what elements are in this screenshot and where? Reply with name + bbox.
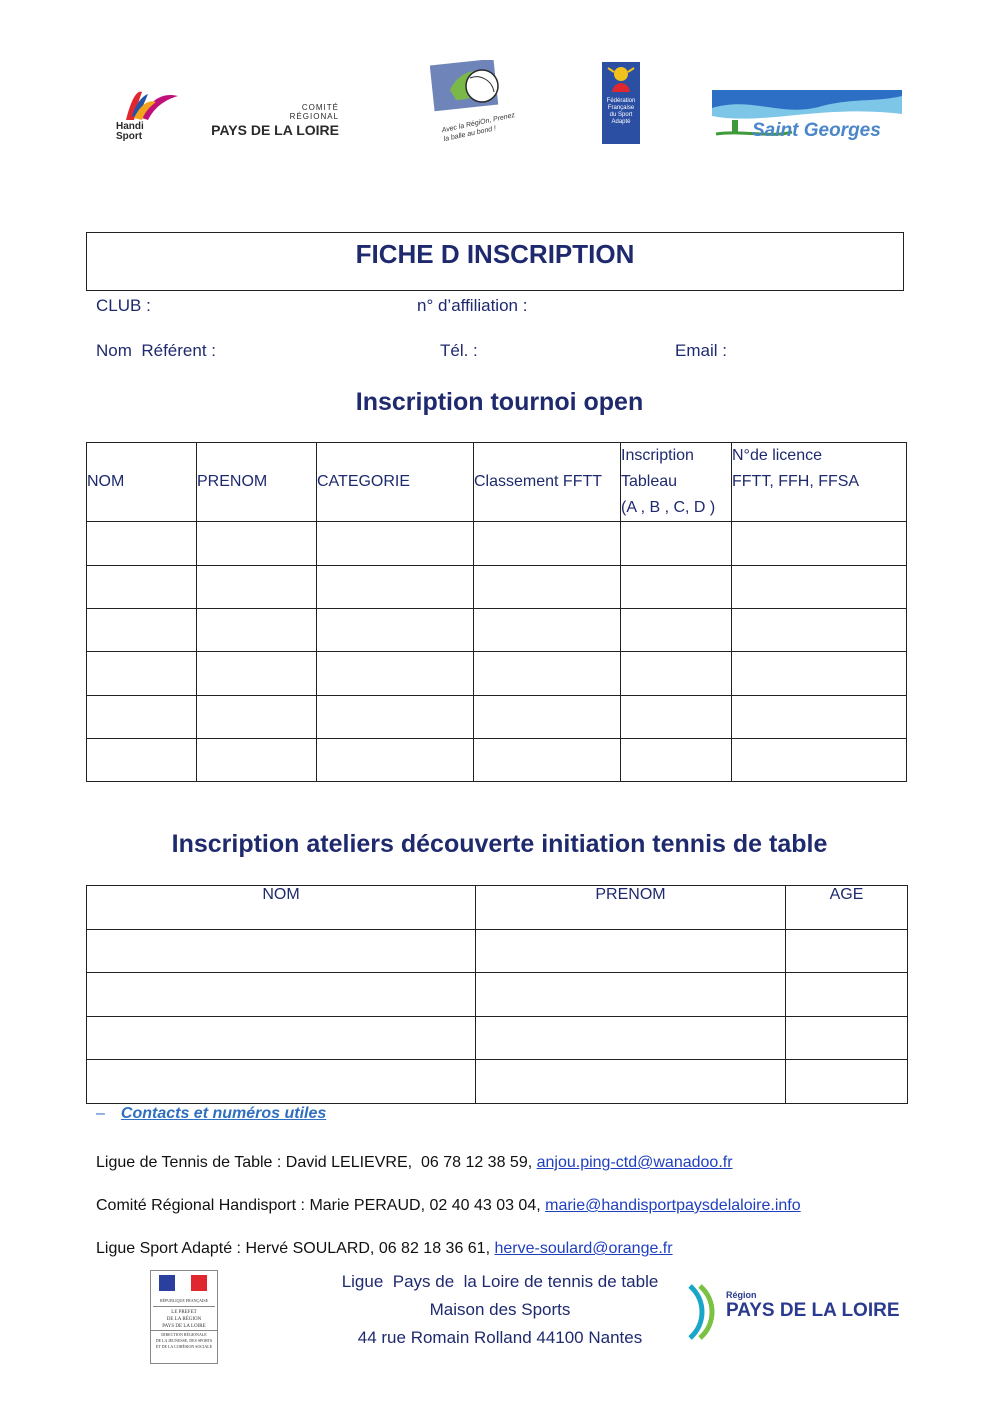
nom-cell[interactable]: [87, 652, 197, 696]
prefet-logo: [150, 1270, 218, 1364]
licence-cell[interactable]: [732, 609, 907, 652]
comite-line1: COMITÉ: [301, 103, 339, 112]
licence-line2: FFTT, FFH, FFSA: [732, 473, 860, 490]
prenom-cell[interactable]: [476, 973, 786, 1017]
tableau-cell[interactable]: [621, 696, 732, 739]
tableau-line3: (A , B , C, D ): [621, 499, 716, 516]
contact-line-sport-adapte: [96, 1240, 673, 1258]
footer-address: 44 rue Romain Rolland 44100 Nantes: [357, 1328, 643, 1347]
handisport-name: Handi Sport: [116, 121, 144, 142]
email-label: Email :: [675, 341, 727, 360]
prenom-cell[interactable]: [197, 696, 317, 739]
categorie-cell[interactable]: [317, 652, 474, 696]
prefet-line4: PAYS DE LA LOIRE: [162, 1324, 206, 1329]
contacts-title: Contacts et numéros utiles: [120, 1105, 327, 1122]
nom-cell[interactable]: [87, 930, 476, 973]
open-table: [86, 442, 907, 782]
table-row: [87, 566, 907, 609]
prenom-cell[interactable]: [197, 566, 317, 609]
ateliers-header-row: [87, 886, 908, 930]
classement-cell[interactable]: [474, 652, 621, 696]
open-header-nom: NOM: [87, 443, 197, 522]
ffsa-logo: [602, 62, 640, 144]
table-row: [87, 696, 907, 739]
table-row: [87, 522, 907, 566]
prenom-cell[interactable]: [197, 652, 317, 696]
table-row: [87, 1017, 908, 1060]
ateliers-header-nom: NOM: [87, 886, 476, 930]
age-cell[interactable]: [786, 1060, 908, 1104]
footer-ligue-name: Ligue Pays de la Loire de tennis de table: [341, 1272, 659, 1291]
contacts-heading: [96, 1105, 326, 1123]
saint-georges-name: Saint Georges: [752, 120, 881, 141]
contact-line-ligue: [96, 1154, 733, 1172]
ffsa-text: Fédération Française du Sport Adapté: [606, 98, 636, 125]
open-header-classement: Classement FFTT: [474, 443, 621, 522]
saint-georges-logo: [712, 90, 902, 146]
prefet-line1: RÉPUBLIQUE FRANÇAISE: [159, 1298, 209, 1303]
nom-cell[interactable]: [87, 609, 197, 652]
contact-line-handisport: [96, 1197, 801, 1215]
prefet-line2: LE PREFET: [171, 1310, 197, 1315]
ateliers-table: [86, 885, 908, 1104]
licence-cell[interactable]: [732, 566, 907, 609]
nom-cell[interactable]: [87, 1017, 476, 1060]
categorie-cell[interactable]: [317, 696, 474, 739]
age-cell[interactable]: [786, 930, 908, 973]
classement-cell[interactable]: [474, 609, 621, 652]
open-header-tableau: [621, 443, 732, 522]
tableau-line2: Tableau: [621, 473, 678, 490]
contact-sport-adapte-email-link[interactable]: herve-soulard@orange.fr: [494, 1240, 673, 1257]
tableau-cell[interactable]: [621, 566, 732, 609]
contact-sport-adapte-text: Ligue Sport Adapté : Hervé SOULARD, 06 82 18 36 61,: [96, 1240, 495, 1257]
tableau-cell[interactable]: [621, 609, 732, 652]
contact-handisport-text: Comité Régional Handisport : Marie PERAUD, 02 40 43 03 04,: [96, 1197, 546, 1214]
contact-ligue-text: Ligue de Tennis de Table : David LELIEVRE, 06 78 12 38 59,: [96, 1154, 537, 1171]
age-cell[interactable]: [786, 973, 908, 1017]
open-section-title: Inscription tournoi open: [355, 388, 644, 416]
region-pdl-logo: [684, 1282, 900, 1342]
licence-cell[interactable]: [732, 696, 907, 739]
classement-cell[interactable]: [474, 739, 621, 782]
region-ball-icon: [430, 60, 516, 120]
ateliers-header-age: AGE: [786, 886, 908, 930]
nom-cell[interactable]: [87, 522, 197, 566]
comite-line2: RÉGIONAL: [289, 112, 339, 121]
region-ball-text: Avec la RégiOn, Prenez la balle au bond !: [441, 111, 516, 144]
nom-cell[interactable]: [87, 566, 197, 609]
table-row: [87, 973, 908, 1017]
open-header-licence: [732, 443, 907, 522]
nom-cell[interactable]: [87, 973, 476, 1017]
region-ball-logo: [430, 60, 516, 146]
table-row: [87, 652, 907, 696]
nom-cell[interactable]: [87, 1060, 476, 1104]
table-row: [87, 739, 907, 782]
tableau-cell[interactable]: [621, 739, 732, 782]
affiliation-label: n° d’affiliation :: [417, 296, 528, 315]
table-row: [87, 609, 907, 652]
referent-label: Nom Référent :: [96, 341, 216, 360]
club-label: CLUB :: [96, 296, 151, 315]
ateliers-section-title: Inscription ateliers découverte initiation tennis de table: [171, 830, 828, 858]
ateliers-header-prenom: PRENOM: [476, 886, 786, 930]
footer-maison: Maison des Sports: [429, 1300, 571, 1319]
licence-cell[interactable]: [732, 652, 907, 696]
tableau-line1: Inscription: [621, 447, 694, 464]
categorie-cell[interactable]: [317, 566, 474, 609]
prenom-cell[interactable]: [476, 1060, 786, 1104]
tel-label: Tél. :: [440, 341, 478, 360]
region-arcs-icon: [684, 1282, 724, 1342]
open-header-prenom: PRENOM: [197, 443, 317, 522]
prefet-line6: DE LA JEUNESSE, DES SPORTS: [155, 1338, 213, 1343]
comite-regional-logo: [205, 103, 345, 143]
table-row: [87, 1060, 908, 1104]
region-big-label: PAYS DE LA LOIRE: [726, 1300, 900, 1321]
prenom-cell[interactable]: [476, 930, 786, 973]
tableau-cell[interactable]: [621, 522, 732, 566]
categorie-cell[interactable]: [317, 609, 474, 652]
title-box: [86, 232, 904, 291]
region-small-label: Région: [726, 1290, 757, 1300]
categorie-cell[interactable]: [317, 739, 474, 782]
prenom-cell[interactable]: [197, 739, 317, 782]
prefet-line5: DIRECTION RÉGIONALE: [151, 1330, 217, 1338]
page-title: FICHE D INSCRIPTION: [355, 239, 635, 269]
table-row: [87, 930, 908, 973]
classement-cell[interactable]: [474, 566, 621, 609]
contacts-dash: –: [96, 1105, 105, 1122]
age-cell[interactable]: [786, 1017, 908, 1060]
prenom-cell[interactable]: [197, 522, 317, 566]
categorie-cell[interactable]: [317, 522, 474, 566]
tableau-cell[interactable]: [621, 652, 732, 696]
open-header-categorie: CATEGORIE: [317, 443, 474, 522]
prefet-line3: DE LA RÉGION: [166, 1317, 202, 1322]
marianne-flag-icon: [151, 1271, 217, 1293]
nom-cell[interactable]: [87, 739, 197, 782]
prenom-cell[interactable]: [476, 1017, 786, 1060]
classement-cell[interactable]: [474, 696, 621, 739]
comite-line3: PAYS DE LA LOIRE: [211, 122, 339, 138]
open-header-row: [87, 443, 907, 522]
prenom-cell[interactable]: [197, 609, 317, 652]
prefet-divider: [153, 1306, 215, 1307]
licence-line1: N°de licence: [732, 447, 822, 464]
nom-cell[interactable]: [87, 696, 197, 739]
ffsa-mascot-icon: [602, 62, 640, 96]
contact-handisport-email-link[interactable]: marie@handisportpaysdelaloire.info: [545, 1197, 801, 1214]
contact-ligue-email-link[interactable]: anjou.ping-ctd@wanadoo.fr: [536, 1154, 733, 1171]
prefet-line7: ET DE LA COHÉSION SOCIALE: [155, 1344, 213, 1349]
classement-cell[interactable]: [474, 522, 621, 566]
licence-cell[interactable]: [732, 739, 907, 782]
handisport-logo: [112, 82, 182, 144]
licence-cell[interactable]: [732, 522, 907, 566]
